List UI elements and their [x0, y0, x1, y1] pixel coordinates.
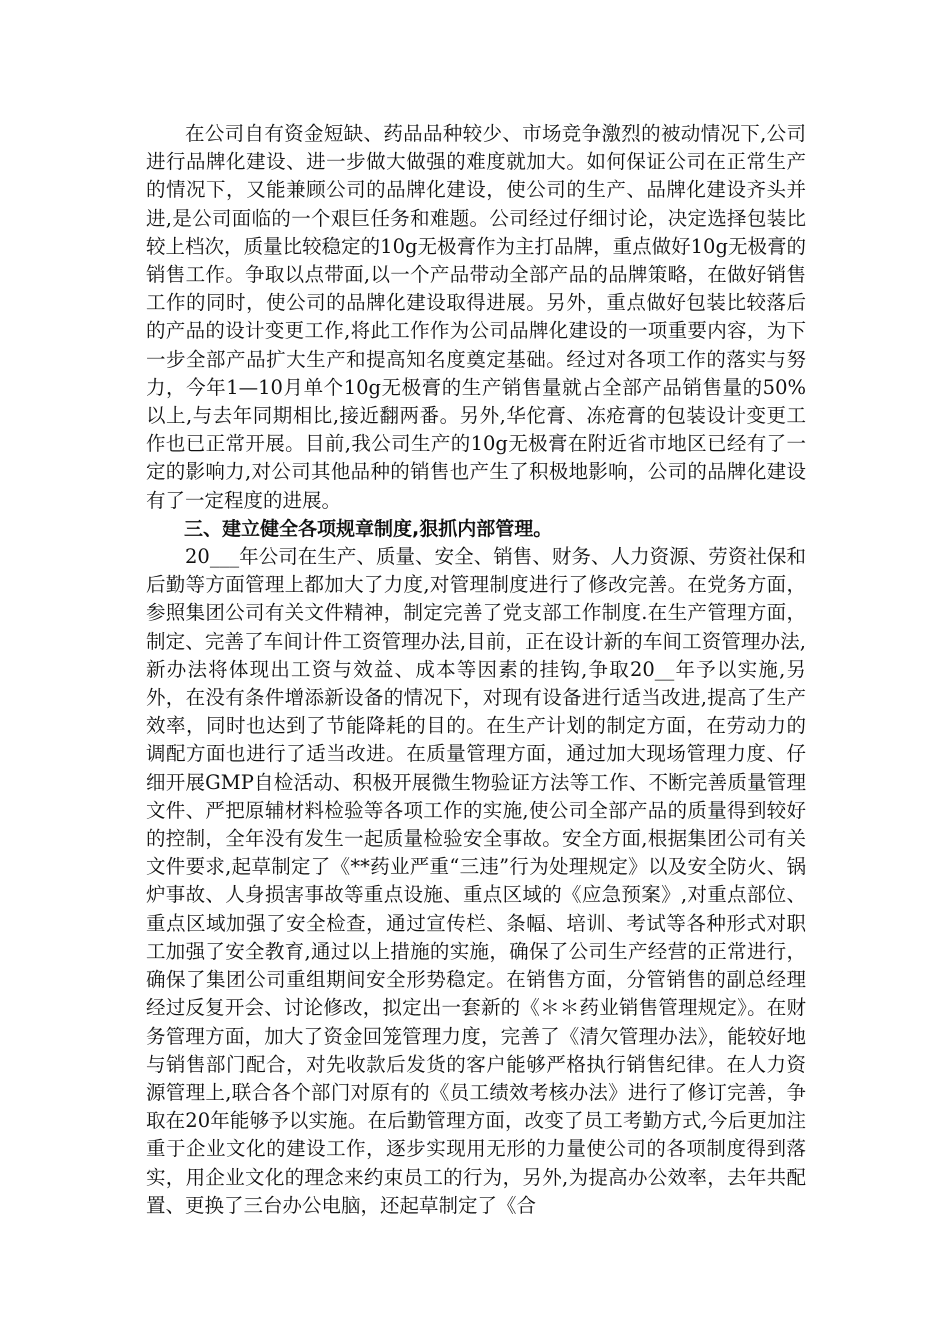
paragraph-internal-management: 20___年公司在生产、质量、安全、销售、财务、人力资源、劳资社保和后勤等方面管理上都加大了力度,对管理制度进行了修改完善。在党务方面，参照集团公司有关文件精神，制定完善了党支部工作制度.在生产管理方面，制定、完善了车间计件工资管理办法,目前，正在设计新的车间工资管理办法,新办法将体现出工资与效益、成本等因素的挂钩,争取20__年予以实施,另外，在没有条件增添新设备的情况下，对现有设备进行适当改进,提高了生产效率，同时也达到了节能降耗的目的。在生产计划的制定方面，在劳动力的调配方面也进行了适当改进。在质量管理方面，通过加大现场管理力度、仔细开展GMP自检活动、积极开展微生物验证方法等工作、不断完善质量管理文件、严把原辅材料检验等各项工作的实施,使公司全部产品的质量得到较好的控制，全年没有发生一起质量检验安全事故。安全方面,根据集团公司有关文件要求,起草制定了《**药业严重“三违”行为处理规定》以及安全防火、锅炉事故、人身损害事故等重点设施、重点区域的《应急预案》,对重点部位、重点区域加强了安全检查，通过宣传栏、条幅、培训、考试等各种形式对职工加强了安全教育,通过以上措施的实施，确保了公司生产经营的正常进行，确保了集团公司重组期间安全形势稳定。在销售方面，分管销售的副总经理经过反复开会、讨论修改，拟定出一套新的《＊＊药业销售管理规定》。在财务管理方面，加大了资金回笼管理力度，完善了《清欠管理办法》，能较好地与销售部门配合，对先收款后发货的客户能够严格执行销售纪律。在人力资源管理上,联合各个部门对原有的《员工绩效考核办法》进行了修订完善，争取在20年能够予以实施。在后勤管理方面，改变了员工考勤方式,今后更加注重于企业文化的建设工作，逐步实现用无形的力量使公司的各项制度得到落实，用企业文化的理念来约束员工的行为，另外,为提高办公效率，去年共配置、更换了三台办公电脑，还起草制定了《合 [146, 545, 806, 1217]
paragraph-brand-building: 在公司自有资金短缺、药品品种较少、市场竞争激烈的被动情况下,公司进行品牌化建设、进一步做大做强的难度就加大。如何保证公司在正常生产的情况下，又能兼顾公司的品牌化建设，使公司的生产、品牌化建设齐头并进,是公司面临的一个艰巨任务和难题。公司经过仔细讨论，决定选择包装比较上档次，质量比较稳定的10g无极膏作为主打品牌，重点做好10g无极膏的销售工作。争取以点带面,以一个产品带动全部产品的品牌策略，在做好销售工作的同时，使公司的品牌化建设取得进展。另外，重点做好包装比较落后的产品的设计变更工作,将此工作作为公司品牌化建设的一项重要内容，为下一步全部产品扩大生产和提高知名度奠定基础。经过对各项工作的落实与努力，今年1—10月单个10g无极膏的生产销售量就占全部产品销售量的50%以上,与去年同期相比,接近翻两番。另外,华佗膏、冻疮膏的包装设计变更工作也已正常开展。目前,我公司生产的10g无极膏在附近省市地区已经有了一定的影响力,对公司其他品种的销售也产生了积极地影响，公司的品牌化建设有了一定程度的进展。 [146, 122, 806, 512]
document-body [146, 120, 806, 1220]
section-heading-3: 三、建立健全各项规章制度,狠抓内部管理。 [184, 517, 553, 540]
